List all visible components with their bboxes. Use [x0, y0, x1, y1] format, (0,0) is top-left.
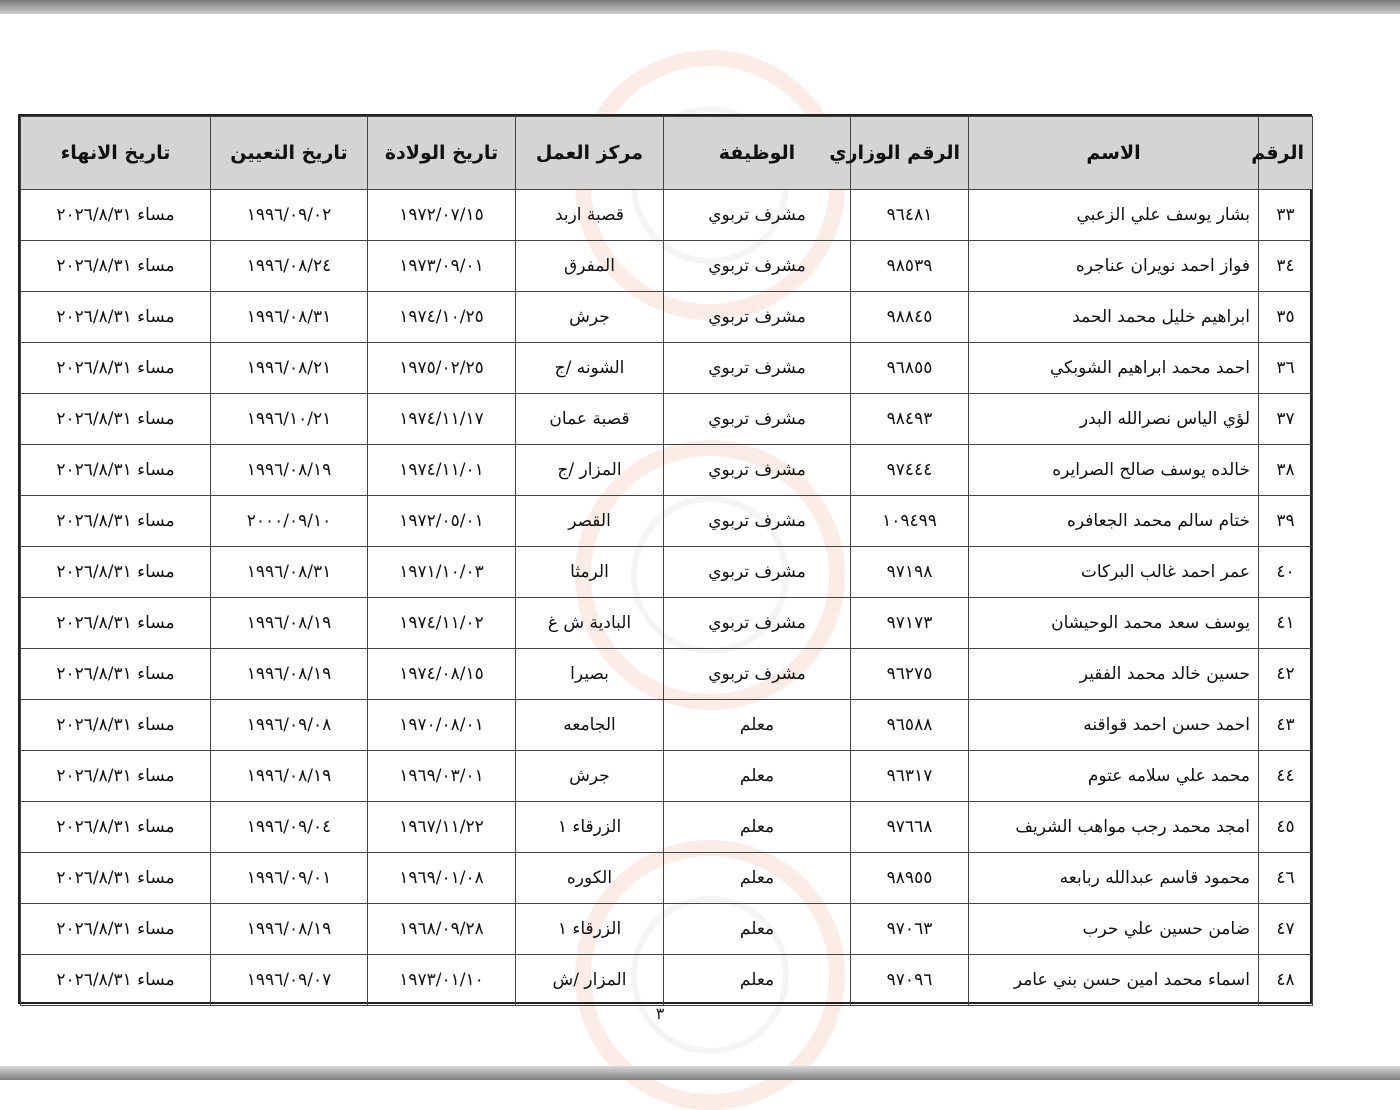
header-job: الوظيفة: [664, 117, 851, 190]
cell-num: ٤٣: [1259, 700, 1313, 751]
table-row: [21, 802, 1313, 853]
scan-edge-top: [0, 0, 1400, 14]
cell-name: بشار يوسف علي الزعبي: [969, 190, 1259, 241]
cell-job: مشرف تربوي: [664, 241, 851, 292]
cell-num: ٣٥: [1259, 292, 1313, 343]
cell-appointment-date: ١٩٩٦/٠٨/٣١: [211, 547, 368, 598]
cell-end-date: مساء ٢٠٢٦/٨/٣١: [21, 955, 211, 1006]
cell-birth-date: ١٩٧٢/٠٥/٠١: [368, 496, 516, 547]
table-row: [21, 700, 1313, 751]
cell-ministry-id: ٩٦٤٨١: [851, 190, 969, 241]
table-row: [21, 598, 1313, 649]
cell-name: ضامن حسين علي حرب: [969, 904, 1259, 955]
table-row: [21, 241, 1313, 292]
cell-work-center: جرش: [516, 751, 664, 802]
cell-job: مشرف تربوي: [664, 649, 851, 700]
cell-num: ٣٩: [1259, 496, 1313, 547]
table-row: [21, 904, 1313, 955]
cell-ministry-id: ٩٨٥٣٩: [851, 241, 969, 292]
cell-name: امجد محمد رجب مواهب الشريف: [969, 802, 1259, 853]
cell-num: ٤٨: [1259, 955, 1313, 1006]
cell-job: مشرف تربوي: [664, 547, 851, 598]
cell-appointment-date: ١٩٩٦/٠٩/٠٤: [211, 802, 368, 853]
cell-name: اسماء محمد امين حسن بني عامر: [969, 955, 1259, 1006]
cell-appointment-date: ١٩٩٦/٠٨/١٩: [211, 751, 368, 802]
header-num: الرقم: [1259, 117, 1313, 190]
cell-job: معلم: [664, 751, 851, 802]
cell-name: محمود قاسم عبدالله ربابعه: [969, 853, 1259, 904]
cell-num: ٣٧: [1259, 394, 1313, 445]
cell-ministry-id: ٩٧٠٦٣: [851, 904, 969, 955]
cell-ministry-id: ٩٦٥٨٨: [851, 700, 969, 751]
cell-ministry-id: ٩٧٦٦٨: [851, 802, 969, 853]
cell-work-center: المزار /ج: [516, 445, 664, 496]
cell-end-date: مساء ٢٠٢٦/٨/٣١: [21, 343, 211, 394]
cell-birth-date: ١٩٦٩/٠٣/٠١: [368, 751, 516, 802]
table-row: [21, 955, 1313, 1006]
cell-birth-date: ١٩٧٠/٠٨/٠١: [368, 700, 516, 751]
cell-job: مشرف تربوي: [664, 190, 851, 241]
cell-ministry-id: ٩٧١٧٣: [851, 598, 969, 649]
header-ministry-id: الرقم الوزاري: [851, 117, 969, 190]
cell-num: ٣٣: [1259, 190, 1313, 241]
cell-work-center: الكوره: [516, 853, 664, 904]
cell-end-date: مساء ٢٠٢٦/٨/٣١: [21, 241, 211, 292]
cell-end-date: مساء ٢٠٢٦/٨/٣١: [21, 292, 211, 343]
cell-birth-date: ١٩٦٨/٠٩/٢٨: [368, 904, 516, 955]
cell-work-center: المفرق: [516, 241, 664, 292]
cell-birth-date: ١٩٧٣/٠١/١٠: [368, 955, 516, 1006]
cell-ministry-id: ٩٨٤٩٣: [851, 394, 969, 445]
cell-end-date: مساء ٢٠٢٦/٨/٣١: [21, 649, 211, 700]
cell-end-date: مساء ٢٠٢٦/٨/٣١: [21, 190, 211, 241]
table-row: [21, 190, 1313, 241]
cell-work-center: المزار /ش: [516, 955, 664, 1006]
cell-job: معلم: [664, 853, 851, 904]
cell-appointment-date: ١٩٩٦/٠٨/١٩: [211, 445, 368, 496]
cell-birth-date: ١٩٧٤/١٠/٢٥: [368, 292, 516, 343]
cell-birth-date: ١٩٧٣/٠٩/٠١: [368, 241, 516, 292]
cell-num: ٣٤: [1259, 241, 1313, 292]
roster-table: [20, 116, 1313, 1006]
cell-num: ٤٥: [1259, 802, 1313, 853]
cell-end-date: مساء ٢٠٢٦/٨/٣١: [21, 394, 211, 445]
cell-name: ابراهيم خليل محمد الحمد: [969, 292, 1259, 343]
cell-ministry-id: ٩٧٠٩٦: [851, 955, 969, 1006]
roster-table-container: [18, 114, 1312, 1004]
cell-birth-date: ١٩٧٤/٠٨/١٥: [368, 649, 516, 700]
cell-name: حسين خالد محمد الفقير: [969, 649, 1259, 700]
cell-work-center: قصبة اربد: [516, 190, 664, 241]
header-work-center: مركز العمل: [516, 117, 664, 190]
cell-end-date: مساء ٢٠٢٦/٨/٣١: [21, 751, 211, 802]
cell-num: ٤٤: [1259, 751, 1313, 802]
cell-ministry-id: ٩٨٩٥٥: [851, 853, 969, 904]
cell-work-center: الجامعه: [516, 700, 664, 751]
cell-num: ٤٢: [1259, 649, 1313, 700]
cell-appointment-date: ١٩٩٦/٠٨/٢١: [211, 343, 368, 394]
table-row: [21, 445, 1313, 496]
cell-appointment-date: ١٩٩٦/٠٩/٠٨: [211, 700, 368, 751]
cell-num: ٤٧: [1259, 904, 1313, 955]
cell-name: فواز احمد نويران عناجره: [969, 241, 1259, 292]
cell-appointment-date: ١٩٩٦/٠٩/٠٧: [211, 955, 368, 1006]
cell-appointment-date: ١٩٩٦/٠٩/٠١: [211, 853, 368, 904]
cell-job: مشرف تربوي: [664, 598, 851, 649]
cell-end-date: مساء ٢٠٢٦/٨/٣١: [21, 802, 211, 853]
cell-ministry-id: ٩٦٣١٧: [851, 751, 969, 802]
cell-name: ختام سالم محمد الجعافره: [969, 496, 1259, 547]
cell-appointment-date: ٢٠٠٠/٠٩/١٠: [211, 496, 368, 547]
cell-job: معلم: [664, 802, 851, 853]
cell-job: مشرف تربوي: [664, 445, 851, 496]
header-birth-date: تاريخ الولادة: [368, 117, 516, 190]
cell-end-date: مساء ٢٠٢٦/٨/٣١: [21, 700, 211, 751]
cell-job: مشرف تربوي: [664, 496, 851, 547]
cell-end-date: مساء ٢٠٢٦/٨/٣١: [21, 496, 211, 547]
cell-appointment-date: ١٩٩٦/٠٩/٠٢: [211, 190, 368, 241]
cell-end-date: مساء ٢٠٢٦/٨/٣١: [21, 445, 211, 496]
table-row: [21, 496, 1313, 547]
cell-work-center: جرش: [516, 292, 664, 343]
cell-ministry-id: ٩٨٨٤٥: [851, 292, 969, 343]
cell-job: معلم: [664, 955, 851, 1006]
page-number: ٣: [655, 1004, 665, 1023]
cell-work-center: الشونه /ج: [516, 343, 664, 394]
table-row: [21, 751, 1313, 802]
header-name: الاسم: [969, 117, 1259, 190]
cell-birth-date: ١٩٧٢/٠٧/١٥: [368, 190, 516, 241]
cell-work-center: الزرقاء ١: [516, 904, 664, 955]
cell-num: ٤٦: [1259, 853, 1313, 904]
cell-birth-date: ١٩٧٤/١١/٠١: [368, 445, 516, 496]
cell-appointment-date: ١٩٩٦/٠٨/٢٤: [211, 241, 368, 292]
cell-end-date: مساء ٢٠٢٦/٨/٣١: [21, 904, 211, 955]
cell-ministry-id: ٩٦٢٧٥: [851, 649, 969, 700]
cell-name: احمد محمد ابراهيم الشوبكي: [969, 343, 1259, 394]
cell-job: معلم: [664, 904, 851, 955]
cell-work-center: بصيرا: [516, 649, 664, 700]
header-appointment-date: تاريخ التعيين: [211, 117, 368, 190]
cell-ministry-id: ٩٧١٩٨: [851, 547, 969, 598]
cell-job: مشرف تربوي: [664, 394, 851, 445]
cell-end-date: مساء ٢٠٢٦/٨/٣١: [21, 598, 211, 649]
cell-ministry-id: ٩٧٤٤٤: [851, 445, 969, 496]
cell-appointment-date: ١٩٩٦/١٠/٢١: [211, 394, 368, 445]
cell-name: لؤي الياس نصرالله البدر: [969, 394, 1259, 445]
cell-work-center: الزرقاء ١: [516, 802, 664, 853]
cell-work-center: البادية ش غ: [516, 598, 664, 649]
cell-appointment-date: ١٩٩٦/٠٨/١٩: [211, 904, 368, 955]
cell-num: ٤٠: [1259, 547, 1313, 598]
cell-work-center: قصبة عمان: [516, 394, 664, 445]
cell-name: يوسف سعد محمد الوحيشان: [969, 598, 1259, 649]
table-row: [21, 292, 1313, 343]
cell-num: ٣٦: [1259, 343, 1313, 394]
cell-end-date: مساء ٢٠٢٦/٨/٣١: [21, 547, 211, 598]
scan-edge-bottom: [0, 1066, 1400, 1080]
cell-ministry-id: ٩٦٨٥٥: [851, 343, 969, 394]
cell-birth-date: ١٩٧٥/٠٢/٢٥: [368, 343, 516, 394]
cell-appointment-date: ١٩٩٦/٠٨/١٩: [211, 598, 368, 649]
cell-appointment-date: ١٩٩٦/٠٨/٣١: [211, 292, 368, 343]
cell-job: مشرف تربوي: [664, 292, 851, 343]
cell-appointment-date: ١٩٩٦/٠٨/١٩: [211, 649, 368, 700]
cell-birth-date: ١٩٦٧/١١/٢٢: [368, 802, 516, 853]
cell-name: عمر احمد غالب البركات: [969, 547, 1259, 598]
cell-work-center: القصر: [516, 496, 664, 547]
table-row: [21, 343, 1313, 394]
table-row: [21, 547, 1313, 598]
cell-name: احمد حسن احمد قواقنه: [969, 700, 1259, 751]
cell-birth-date: ١٩٧٤/١١/٠٢: [368, 598, 516, 649]
cell-work-center: الرمثا: [516, 547, 664, 598]
cell-num: ٣٨: [1259, 445, 1313, 496]
cell-job: معلم: [664, 700, 851, 751]
cell-name: خالده يوسف صالح الصرايره: [969, 445, 1259, 496]
table-row: [21, 394, 1313, 445]
cell-num: ٤١: [1259, 598, 1313, 649]
cell-name: محمد علي سلامه عتوم: [969, 751, 1259, 802]
table-row: [21, 649, 1313, 700]
cell-job: مشرف تربوي: [664, 343, 851, 394]
table-row: [21, 853, 1313, 904]
cell-birth-date: ١٩٧٤/١١/١٧: [368, 394, 516, 445]
cell-birth-date: ١٩٧١/١٠/٠٣: [368, 547, 516, 598]
cell-end-date: مساء ٢٠٢٦/٨/٣١: [21, 853, 211, 904]
table-header-row: [21, 117, 1313, 190]
header-end-date: تاريخ الانهاء: [21, 117, 211, 190]
cell-ministry-id: ١٠٩٤٩٩: [851, 496, 969, 547]
cell-birth-date: ١٩٦٩/٠١/٠٨: [368, 853, 516, 904]
